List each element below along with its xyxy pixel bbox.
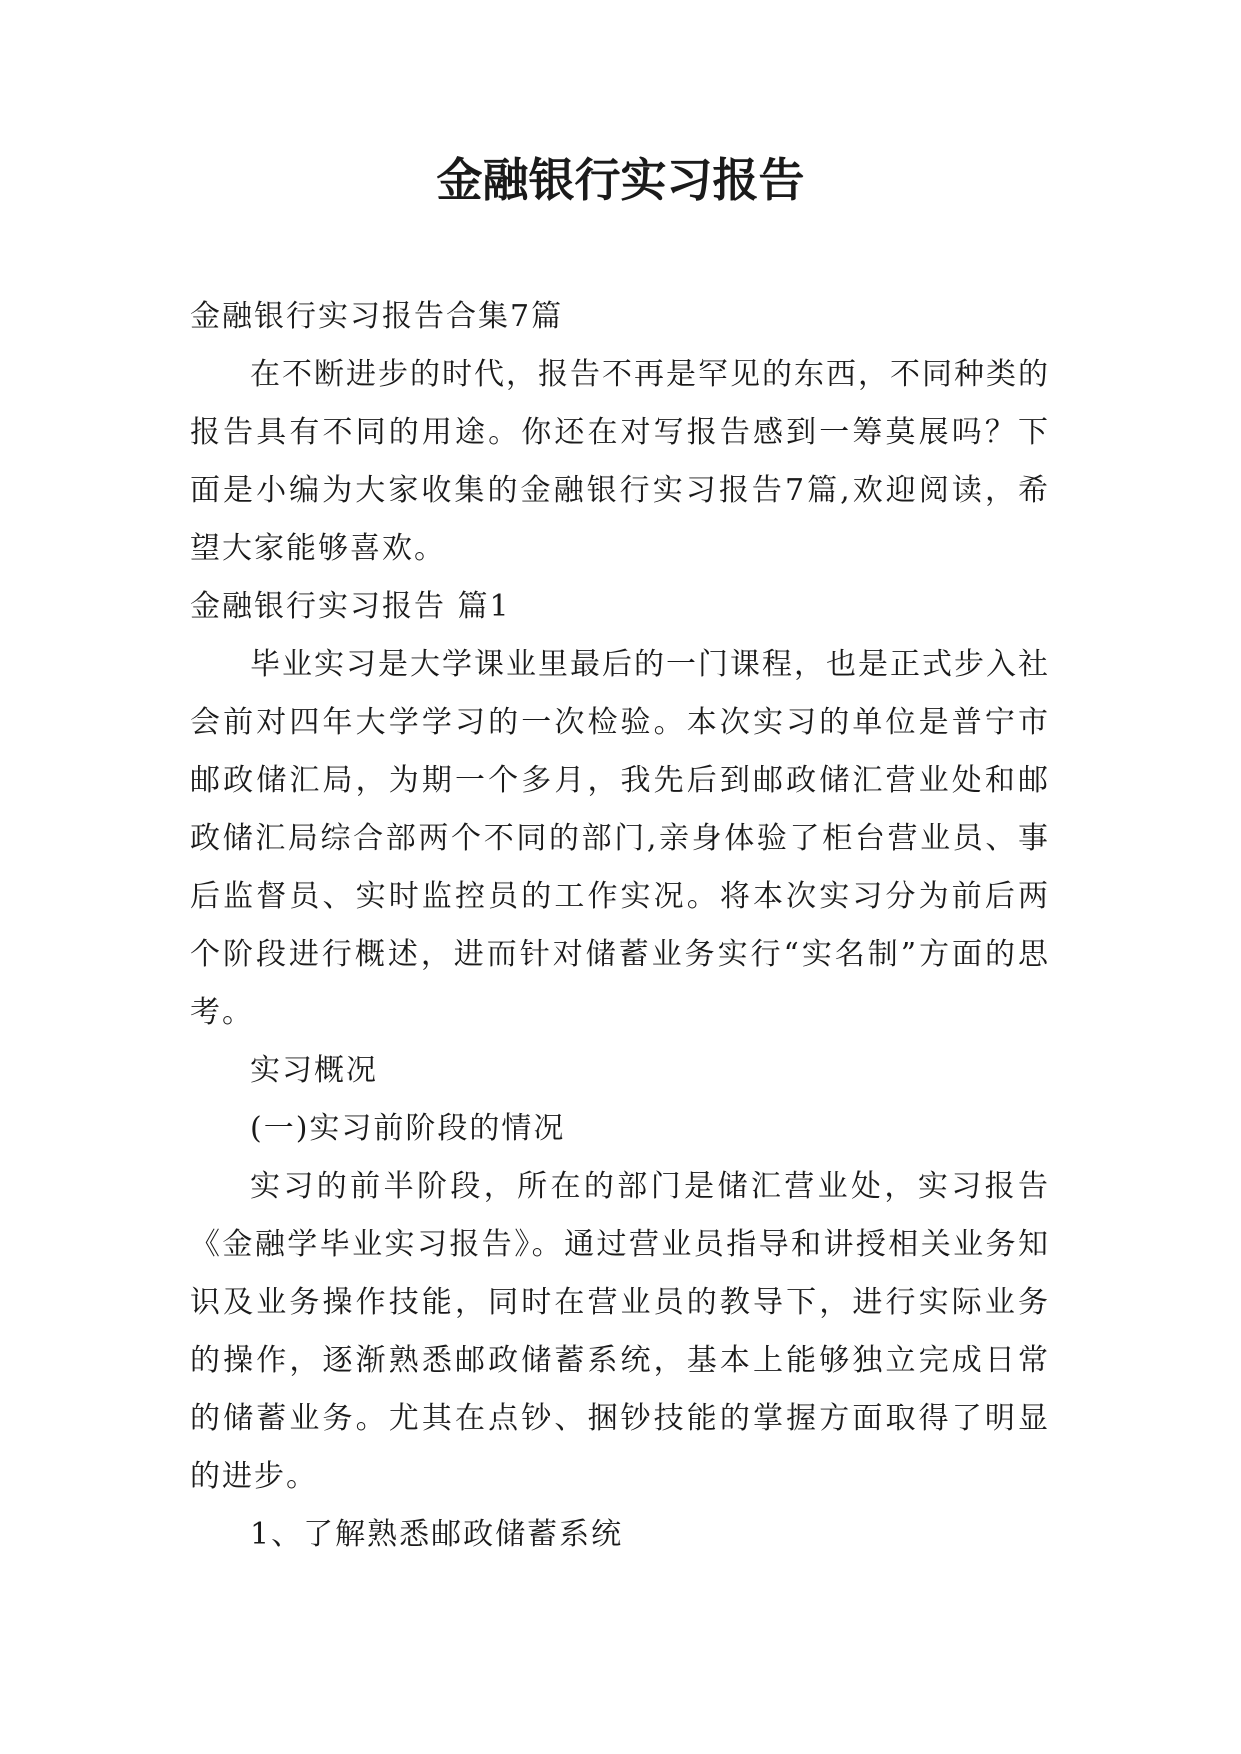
intro-paragraph: 在不断进步的时代，报告不再是罕见的东西，不同种类的报告具有不同的用途。你还在对写报告感到一筹莫展吗？下面是小编为大家收集的金融银行实习报告7篇,欢迎阅读，希望大家能够喜欢。 xyxy=(190,357,1050,566)
document-body xyxy=(190,288,1050,1564)
body-paragraph-2: 实习的前半阶段，所在的部门是储汇营业处，实习报告《金融学毕业实习报告》。通过营业员指导和讲授相关业务知识及业务操作技能，同时在营业员的教导下，进行实际业务的操作，逐渐熟悉邮政储蓄系统，基本上能够独立完成日常的储蓄业务。尤其在点钞、捆钞技能的掌握方面取得了明显的进步。 xyxy=(190,1169,1050,1494)
heading-overview: 实习概况 xyxy=(250,1053,378,1088)
document-title: 金融银行实习报告 xyxy=(436,153,805,207)
section-heading: 金融银行实习报告 篇1 xyxy=(190,589,511,624)
body-paragraph-1: 毕业实习是大学课业里最后的一门课程，也是正式步入社会前对四年大学学习的一次检验。本次实习的单位是普宁市邮政储汇局，为期一个多月，我先后到邮政储汇营业处和邮政储汇局综合部两个不同的部门,亲身体验了柜台营业员、事后监督员、实时监控员的工作实况。将本次实习分为前后两个阶段进行概述，进而针对储蓄业务实行“实名制”方面的思考。 xyxy=(190,647,1050,1030)
list-item-1: 1、了解熟悉邮政储蓄系统 xyxy=(250,1517,624,1552)
heading-stage-1: (一)实习前阶段的情况 xyxy=(250,1111,566,1146)
collection-subtitle: 金融银行实习报告合集7篇 xyxy=(190,299,564,334)
